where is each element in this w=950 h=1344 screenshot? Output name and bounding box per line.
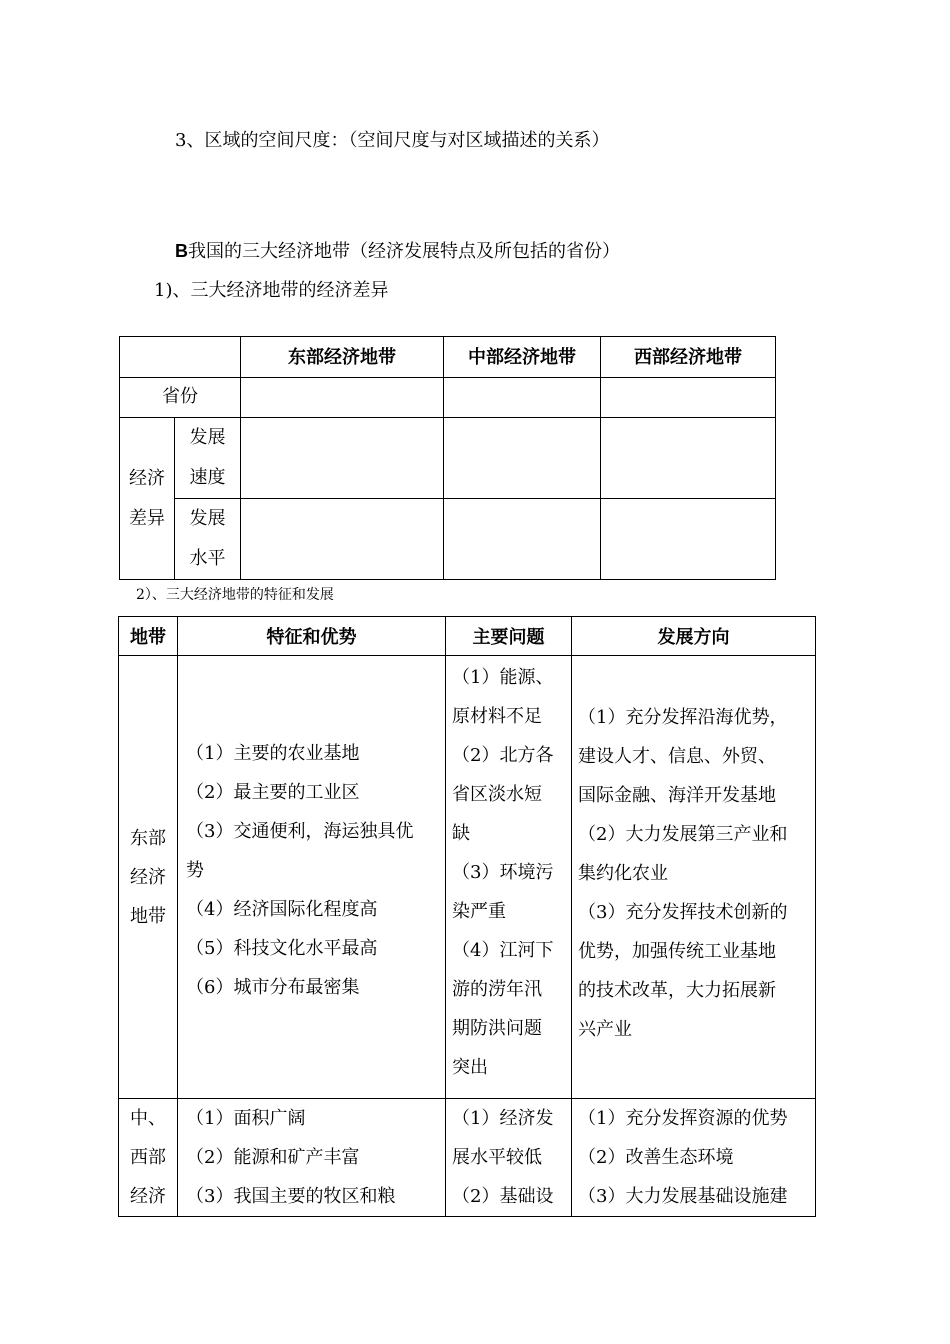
- list-item: （3）大力发展基础设施建: [578, 1186, 788, 1207]
- region-line: 经济: [130, 1186, 166, 1207]
- east-problems: [446, 656, 572, 1099]
- list-item: （3）充分发挥技术创新的: [578, 902, 788, 923]
- header-features: 特征和优势: [178, 617, 446, 656]
- list-item: （6）城市分布最密集: [186, 977, 360, 998]
- list-item: 的技术改革，大力拓展新: [578, 980, 776, 1001]
- list-item: 突出: [452, 1057, 488, 1078]
- economic-difference-table: [119, 336, 776, 580]
- empty-cell: [241, 418, 444, 499]
- region-line: 中、: [130, 1108, 166, 1129]
- section-b-heading: [175, 237, 620, 263]
- list-item: （2）最主要的工业区: [186, 782, 360, 803]
- list-item: 兴产业: [578, 1019, 632, 1040]
- subheading-1: 1)、三大经济地带的经济差异: [154, 280, 389, 301]
- table-header-row: [120, 337, 776, 378]
- empty-cell: [601, 378, 776, 418]
- header-east: 东部经济地带: [241, 337, 444, 378]
- econ-label-line: 经济: [129, 467, 165, 489]
- list-item: （1）充分发挥沿海优势，: [578, 707, 788, 728]
- region-line: 东部: [130, 827, 166, 849]
- table-row: [120, 418, 776, 499]
- table-row: [120, 499, 776, 580]
- list-item: （2）能源和矿产丰富: [186, 1147, 360, 1168]
- speed-label: [175, 418, 241, 499]
- list-item: 集约化农业: [578, 863, 668, 884]
- region-midwest: [119, 1099, 178, 1217]
- midwest-problems: [446, 1099, 572, 1217]
- level-label: [175, 499, 241, 580]
- table-row: [120, 378, 776, 418]
- section-b-letter: B: [175, 241, 188, 261]
- header-central: 中部经济地带: [444, 337, 601, 378]
- midwest-features: [178, 1099, 446, 1217]
- section-b-text: 我国的三大经济地带（经济发展特点及所包括的省份）: [188, 241, 620, 262]
- empty-cell: [444, 499, 601, 580]
- list-item: 游的涝年汛: [452, 979, 542, 1000]
- level-label-line: 水平: [189, 548, 226, 569]
- list-item: （2）基础设: [452, 1186, 554, 1207]
- list-item: 优势，加强传统工业基地: [578, 941, 776, 962]
- list-item: （3）交通便利，海运独具优: [186, 821, 414, 842]
- speed-label-line: 发展: [189, 427, 226, 448]
- list-item: （2）改善生态环境: [578, 1147, 734, 1168]
- econ-difference-label: [120, 418, 175, 580]
- list-item: 期防洪问题: [452, 1018, 542, 1039]
- section-3-heading: 3、区域的空间尺度：（空间尺度与对区域描述的关系）: [175, 130, 610, 151]
- list-item: 建设人才、信息、外贸、: [578, 746, 776, 767]
- corner-cell: [120, 337, 241, 378]
- region-line: 西部: [130, 1147, 166, 1168]
- empty-cell: [601, 499, 776, 580]
- list-item: 势: [186, 860, 204, 881]
- list-item: （3）我国主要的牧区和粮: [186, 1186, 396, 1207]
- empty-cell: [444, 378, 601, 418]
- list-item: 原材料不足: [452, 706, 542, 727]
- list-item: 染严重: [452, 901, 506, 922]
- subheading-2: 2）、三大经济地带的特征和发展: [136, 587, 334, 603]
- list-item: （1）主要的农业基地: [186, 743, 360, 764]
- list-item: （1）面积广阔: [186, 1108, 306, 1129]
- econ-label-line: 差异: [129, 507, 165, 529]
- features-development-table: [118, 616, 816, 1217]
- list-item: （1）经济发: [452, 1108, 554, 1129]
- header-west: 西部经济地带: [601, 337, 776, 378]
- list-item: （1）充分发挥资源的优势: [578, 1108, 788, 1129]
- region-line: 地带: [130, 905, 166, 927]
- east-directions: [572, 656, 816, 1099]
- table-row-midwest: [119, 1099, 816, 1217]
- header-region: 地带: [119, 617, 178, 656]
- list-item: （2）北方各: [452, 745, 554, 766]
- table-row-east: [119, 656, 816, 1099]
- list-item: 省区淡水短: [452, 784, 542, 805]
- list-item: （4）经济国际化程度高: [186, 899, 378, 920]
- list-item: （2）大力发展第三产业和: [578, 824, 788, 845]
- region-east: [119, 656, 178, 1099]
- list-item: 展水平较低: [452, 1147, 542, 1168]
- list-item: （1）能源、: [452, 667, 554, 688]
- list-item: （4）江河下: [452, 940, 554, 961]
- list-item: 缺: [452, 823, 470, 844]
- empty-cell: [241, 378, 444, 418]
- midwest-directions: [572, 1099, 816, 1217]
- list-item: （5）科技文化水平最高: [186, 938, 378, 959]
- level-label-line: 发展: [189, 508, 226, 529]
- header-directions: 发展方向: [572, 617, 816, 656]
- list-item: 国际金融、海洋开发基地: [578, 785, 776, 806]
- list-item: （3）环境污: [452, 862, 554, 883]
- header-problems: 主要问题: [446, 617, 572, 656]
- speed-label-line: 速度: [189, 467, 226, 488]
- empty-cell: [601, 418, 776, 499]
- empty-cell: [444, 418, 601, 499]
- province-label: 省份: [120, 378, 241, 418]
- empty-cell: [241, 499, 444, 580]
- region-line: 经济: [130, 866, 166, 888]
- table-header-row: [119, 617, 816, 656]
- east-features: [178, 656, 446, 1099]
